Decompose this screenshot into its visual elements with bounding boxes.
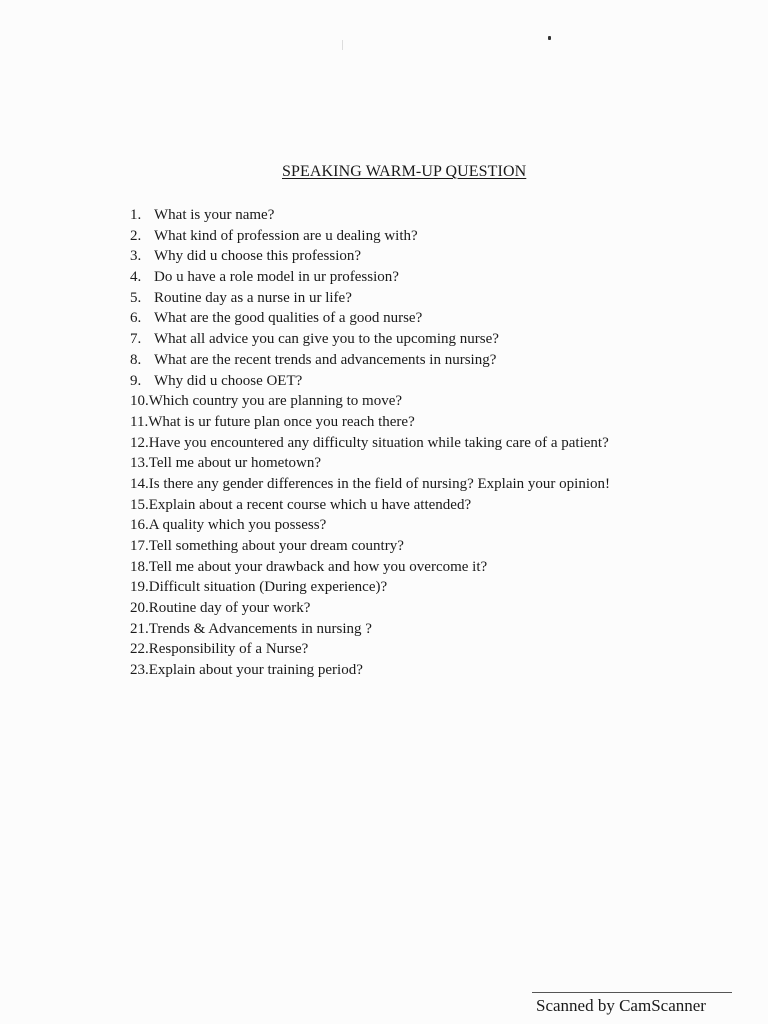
question-text: Why did u choose this profession? xyxy=(154,248,362,265)
question-text: Is there any gender differences in the field of nursing? Explain your opinion! xyxy=(148,475,610,492)
question-text: Which country you are planning to move? xyxy=(148,393,403,410)
question-item xyxy=(130,536,610,557)
document-title: SPEAKING WARM-UP QUESTION xyxy=(282,163,527,180)
question-number: 2. xyxy=(130,227,142,244)
question-text: What are the recent trends and advancements in nursing? xyxy=(154,351,497,368)
question-item xyxy=(130,226,610,247)
question-text: What all advice you can give you to the upcoming nurse? xyxy=(154,331,499,348)
question-number: 7. xyxy=(130,331,142,348)
question-text: Trends & Advancements in nursing ? xyxy=(148,620,372,637)
question-number: 4. xyxy=(130,269,142,286)
question-list xyxy=(130,205,610,681)
scan-mark xyxy=(548,36,551,40)
question-number: 14. xyxy=(130,475,149,492)
question-number: 23. xyxy=(130,662,149,679)
question-number: 1. xyxy=(130,207,142,223)
question-item xyxy=(130,639,610,660)
question-number: 15. xyxy=(130,496,149,513)
question-number: 17. xyxy=(130,538,149,554)
question-item xyxy=(130,433,610,454)
question-text: What is your name? xyxy=(154,207,275,223)
question-item xyxy=(130,557,610,578)
question-item xyxy=(130,267,610,288)
question-item xyxy=(130,453,610,474)
question-number: 11. xyxy=(130,413,149,430)
question-text: Tell something about your dream country? xyxy=(148,538,404,554)
question-item xyxy=(130,598,610,619)
question-item xyxy=(130,412,610,433)
question-text: What kind of profession are u dealing with? xyxy=(154,227,418,244)
question-text: Explain about your training period? xyxy=(148,662,363,679)
question-number: 10. xyxy=(130,393,149,410)
question-text: Responsibility of a Nurse? xyxy=(148,641,309,658)
question-item xyxy=(130,205,610,226)
question-item xyxy=(130,288,610,309)
question-item xyxy=(130,619,610,640)
question-number: 12. xyxy=(130,434,149,451)
question-text: Do u have a role model in ur profession? xyxy=(154,269,399,286)
question-number: 20. xyxy=(130,600,149,617)
question-number: 19. xyxy=(130,579,149,596)
question-item xyxy=(130,577,610,598)
question-item xyxy=(130,308,610,329)
question-item xyxy=(130,660,610,681)
question-item xyxy=(130,246,610,267)
question-text: What is ur future plan once you reach there? xyxy=(148,413,415,430)
question-item xyxy=(130,329,610,350)
question-item xyxy=(130,350,610,371)
question-number: 16. xyxy=(130,517,149,534)
question-text: Difficult situation (During experience)? xyxy=(148,579,388,596)
question-text: Routine day of your work? xyxy=(148,600,311,617)
question-number: 3. xyxy=(130,248,142,265)
question-number: 18. xyxy=(130,558,149,575)
question-number: 5. xyxy=(130,289,142,306)
question-text: Have you encountered any difficulty situation while taking care of a patient? xyxy=(148,434,609,451)
question-number: 6. xyxy=(130,310,142,327)
question-text: A quality which you possess? xyxy=(148,517,327,534)
question-item xyxy=(130,371,610,392)
question-number: 21. xyxy=(130,620,149,637)
scan-speck xyxy=(342,40,343,50)
question-number: 9. xyxy=(130,372,142,389)
question-text: Tell me about your drawback and how you overcome it? xyxy=(148,558,488,575)
question-number: 13. xyxy=(130,455,149,472)
camscanner-watermark: Scanned by CamScanner xyxy=(536,996,706,1015)
footer-divider xyxy=(532,992,732,993)
question-text: Tell me about ur hometown? xyxy=(148,455,321,472)
question-number: 22. xyxy=(130,641,149,658)
question-text: Routine day as a nurse in ur life? xyxy=(154,289,352,306)
question-number: 8. xyxy=(130,351,142,368)
question-text: What are the good qualities of a good nurse? xyxy=(154,310,423,327)
question-item xyxy=(130,515,610,536)
question-item xyxy=(130,391,610,412)
question-text: Explain about a recent course which u have attended? xyxy=(148,496,472,513)
question-item xyxy=(130,495,610,516)
question-item xyxy=(130,474,610,495)
question-text: Why did u choose OET? xyxy=(154,372,303,389)
